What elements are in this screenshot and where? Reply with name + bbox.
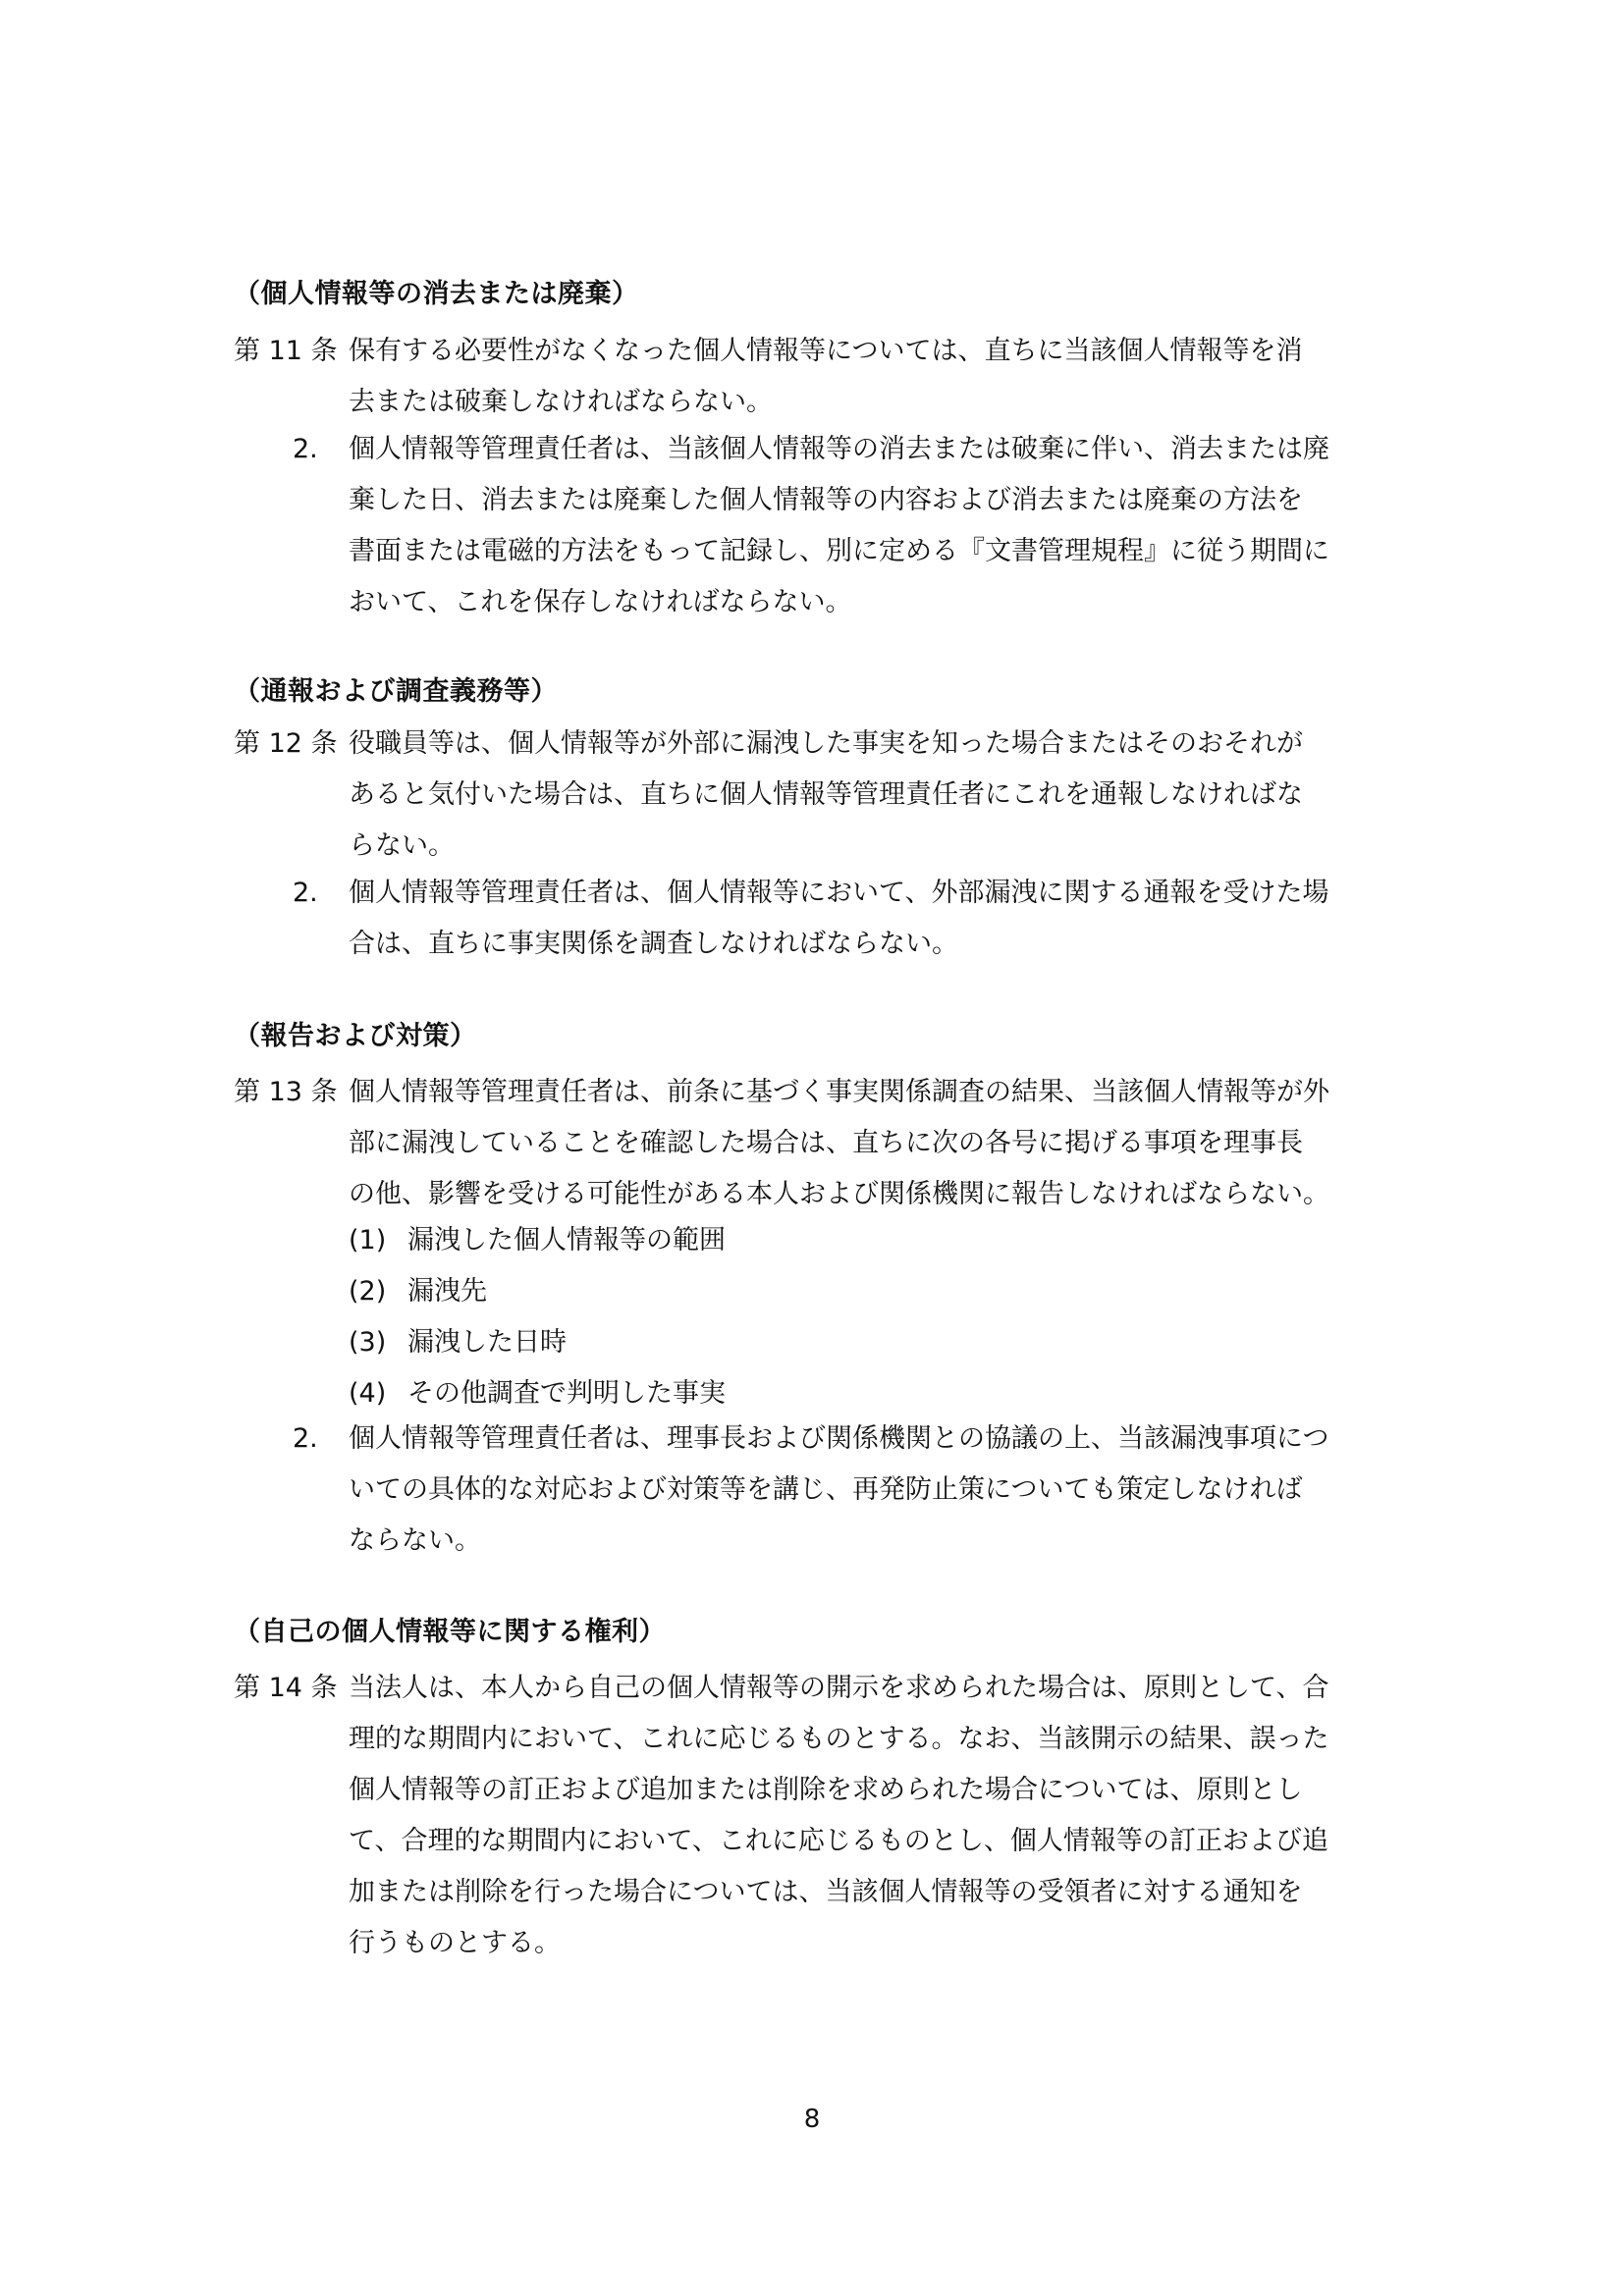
item-number: (2) <box>349 1276 387 1307</box>
text-line: 個人情報等の訂正および追加または削除を求められた場合については、原則とし <box>349 1775 1303 1805</box>
article-14-paragraph-1 <box>349 1663 1409 1969</box>
text-line: 個人情報等管理責任者は、前条に基づく事実関係調査の結果、当該個人情報等が外 <box>349 1077 1329 1107</box>
page-number: 8 <box>803 2105 821 2134</box>
text-line: ならない。 <box>349 1525 481 1556</box>
article-12-sub-number: 2. <box>293 878 318 908</box>
article-13-number: 第 13 条 <box>234 1077 338 1107</box>
article-11-sub-number: 2. <box>293 434 318 464</box>
text-line: らない。 <box>349 830 455 861</box>
text-line: の他、影響を受ける可能性がある本人および関係機関に報告しなければならない。 <box>349 1179 1329 1209</box>
article-11-heading: （個人情報等の消去または廃棄） <box>234 279 639 309</box>
article-11-paragraph-2 <box>349 424 1409 628</box>
list-item <box>349 1266 726 1317</box>
text-line: 理的な期間内において、これに応じるものとする。なお、当該開示の結果、誤った <box>349 1724 1329 1754</box>
article-11-number: 第 11 条 <box>234 336 338 366</box>
article-13-item-list <box>349 1215 726 1419</box>
article-14-number: 第 14 条 <box>234 1673 338 1703</box>
text-line: 当法人は、本人から自己の個人情報等の開示を求められた場合は、原則として、合 <box>349 1673 1329 1703</box>
article-11-paragraph-1 <box>349 326 1409 428</box>
item-text: その他調査で判明した事実 <box>407 1378 726 1409</box>
text-line: 去または破棄しなければならない。 <box>349 387 773 417</box>
item-number: (1) <box>349 1225 387 1255</box>
article-13-paragraph-1 <box>349 1067 1409 1220</box>
article-12-paragraph-1 <box>349 719 1409 872</box>
item-text: 漏洩した個人情報等の範囲 <box>407 1225 726 1255</box>
text-line: 合は、直ちに事実関係を調査しなければならない。 <box>349 929 958 959</box>
text-line: いての具体的な対応および対策等を講じ、再発防止策についても策定しなければ <box>349 1474 1303 1505</box>
article-12-number: 第 12 条 <box>234 728 338 759</box>
text-line: 個人情報等管理責任者は、理事長および関係機関との協議の上、当該漏洩事項につ <box>349 1423 1329 1454</box>
text-line: 個人情報等管理責任者は、当該個人情報等の消去または破棄に伴い、消去または廃 <box>349 434 1329 464</box>
item-number: (4) <box>349 1378 387 1409</box>
text-line: 書面または電磁的方法をもって記録し、別に定める『文書管理規程』に従う期間に <box>349 536 1329 566</box>
text-line: 行うものとする。 <box>349 1928 561 1958</box>
item-text: 漏洩先 <box>407 1276 487 1307</box>
list-item <box>349 1215 726 1266</box>
article-13-sub-number: 2. <box>293 1423 318 1454</box>
article-13-paragraph-2 <box>349 1414 1409 1567</box>
article-14-heading: （自己の個人情報等に関する権利） <box>234 1617 666 1647</box>
text-line: 加または削除を行った場合については、当該個人情報等の受領者に対する通知を <box>349 1877 1303 1907</box>
list-item <box>349 1317 726 1368</box>
article-13-heading: （報告および対策） <box>234 1021 477 1051</box>
text-line: 保有する必要性がなくなった個人情報等については、直ちに当該個人情報等を消 <box>349 336 1303 366</box>
text-line: 部に漏洩していることを確認した場合は、直ちに次の各号に掲げる事項を理事長 <box>349 1128 1303 1158</box>
text-line: 役職員等は、個人情報等が外部に漏洩した事実を知った場合またはそのおそれが <box>349 728 1303 759</box>
item-number: (3) <box>349 1327 387 1358</box>
text-line: あると気付いた場合は、直ちに個人情報等管理責任者にこれを通報しなければな <box>349 779 1303 810</box>
list-item <box>349 1368 726 1419</box>
text-line: 個人情報等管理責任者は、個人情報等において、外部漏洩に関する通報を受けた場 <box>349 878 1329 908</box>
item-text: 漏洩した日時 <box>407 1327 567 1358</box>
text-line: おいて、これを保存しなければならない。 <box>349 587 852 617</box>
text-line: て、合理的な期間内において、これに応じるものとし、個人情報等の訂正および追 <box>349 1826 1328 1856</box>
article-12-heading: （通報および調査義務等） <box>234 676 558 707</box>
article-12-paragraph-2 <box>349 868 1409 970</box>
text-line: 棄した日、消去または廃棄した個人情報等の内容および消去または廃棄の方法を <box>349 485 1303 515</box>
